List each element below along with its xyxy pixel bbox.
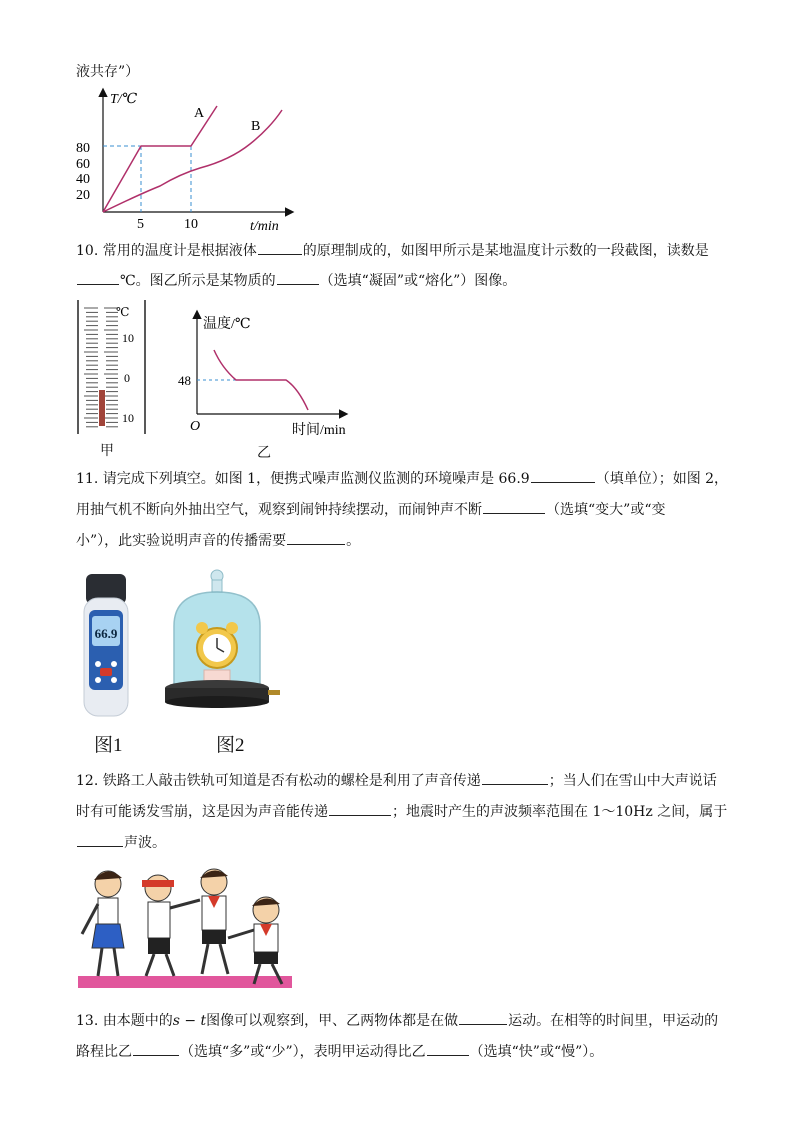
figure-2-caption: 图2 [216,735,245,756]
y-tick: 80 [76,141,90,156]
y-tick: 20 [76,188,90,203]
origin-label: O [190,419,201,434]
mercury-column [99,390,105,426]
curve-a-label: A [194,106,205,121]
question-11-line-2: 用抽气机不断向外抽出空气，观察到闹钟持续摆动，而闹钟声不断 （选填“变大”或“变 [76,499,665,520]
children-blindfold-game-image [78,864,300,994]
figure-caption-yi: 乙 [257,446,271,461]
answer-blank[interactable] [531,468,595,483]
x-tick: 5 [137,217,144,232]
meter-reading: 66.9 [94,626,118,641]
thermometer-unit: ℃ [116,305,130,319]
question-continuation: 液共存”） [76,64,140,80]
figure-1-caption: 图1 [94,735,123,756]
answer-blank[interactable] [427,1041,469,1056]
solidification-graph [174,306,364,440]
answer-blank[interactable] [133,1041,179,1056]
curve-a [103,106,217,212]
question-12-line-2: 时有可能诱发雪崩，这是因为声音能传递 ；地震时产生的声波频率范围在 1～10Hz 之间，属于 [76,801,727,822]
figure-caption-jia: 甲 [100,444,114,459]
answer-blank[interactable] [258,240,302,255]
y-tick: 40 [76,172,90,187]
answer-blank[interactable] [482,770,548,785]
question-13-line-2: 路程比乙 （选填“多”或“少”），表明甲运动得比乙 （选填“快”或“慢”）。 [76,1041,603,1062]
temperature-time-graph-ab [70,84,300,234]
answer-blank[interactable] [287,530,345,545]
value-label: 48 [178,373,191,388]
question-10-line-2: ℃。图乙所示是某物质的 （选填“凝固”或“熔化”）图像。 [76,270,516,291]
answer-blank[interactable] [483,499,545,514]
question-11-line-1: 11. 请完成下列填空。如图 1，便携式噪声监测仪监测的环境噪声是 66.9 （填单位）；如图 2， [76,468,728,489]
thermometer-tick-label: 0 [124,371,130,385]
answer-blank[interactable] [277,270,319,285]
answer-blank[interactable] [459,1010,507,1025]
question-12-line-3: 声波。 [76,832,166,853]
st-graph-symbol: s − t [172,1013,207,1029]
y-axis-label: T/℃ [110,92,138,107]
x-axis-label: 时间/min [292,423,346,438]
answer-blank[interactable] [77,270,119,285]
y-axis-label: 温度/℃ [203,317,251,332]
question-11-line-3: 小”），此实验说明声音的传播需要 。 [76,530,360,551]
thermometer-tick-label: 10 [122,411,134,425]
thermometer-tick-label: 10 [122,331,134,345]
answer-blank[interactable] [77,832,123,847]
noise-meter-image [80,572,132,720]
question-13-line-1: 13. 由本题中的s − t图像可以观察到，甲、乙两物体都是在做 运动。在相等的时间里，甲运动的 [76,1010,718,1031]
x-axis-label: t/min [250,219,279,234]
x-tick: 10 [184,217,198,232]
bell-jar-image [162,566,286,716]
y-tick: 60 [76,157,90,172]
question-10-line-1: 10. 常用的温度计是根据液体 的原理制成的，如图甲所示是某地温度计示数的一段截图，读数是 [76,240,709,261]
thermometer-figure [74,298,154,436]
curve-b-label: B [251,119,261,134]
answer-blank[interactable] [329,801,391,816]
question-12-line-1: 12. 铁路工人敲击铁轨可知道是否有松动的螺栓是利用了声音传递 ；当人们在雪山中大声说话 [76,770,717,791]
